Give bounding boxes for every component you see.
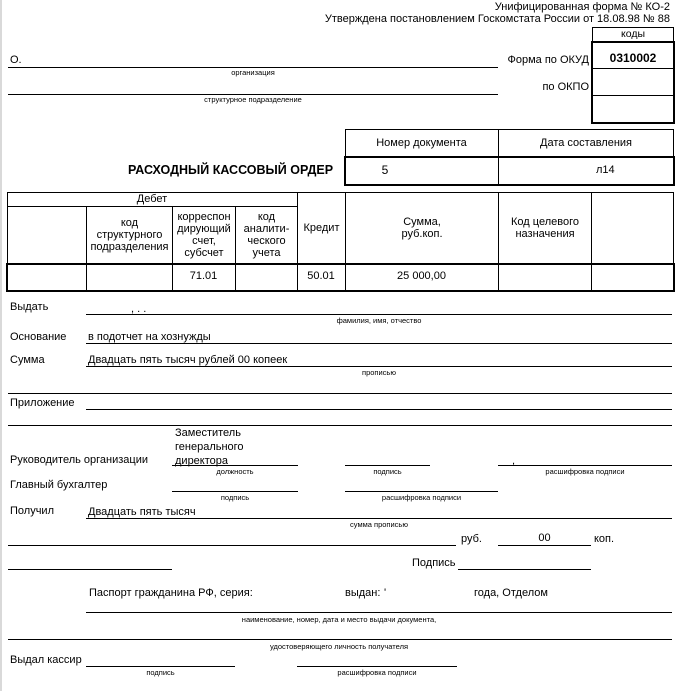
- received-label: Получил: [10, 505, 54, 517]
- okud-label: Форма по ОКУД: [507, 54, 589, 66]
- issue-line: [86, 314, 672, 315]
- left-edge: [0, 0, 2, 691]
- head-decode-line: [498, 465, 672, 466]
- cashier-label: Выдал кассир: [10, 654, 82, 666]
- cashier-decode-line: [297, 666, 457, 667]
- codes-divider-1: [592, 68, 674, 69]
- sum-label: Сумма: [10, 354, 45, 366]
- chief-decode-line: [345, 491, 498, 492]
- chief-accountant-label: Главный бухгалтер: [10, 479, 108, 491]
- head-signature-caption: подпись: [373, 467, 402, 476]
- division-caption: структурное подразделение: [204, 95, 302, 104]
- cashier-decode-caption: расшифровка подписи: [337, 668, 417, 677]
- cashier-signature-caption: подпись: [146, 668, 175, 677]
- passport-year-label: года, Отделом: [474, 587, 548, 599]
- doc-number-header: Номер документа: [376, 137, 467, 149]
- row-credit: 50.01: [307, 270, 335, 282]
- signature-line: [458, 569, 591, 570]
- org-caption: организация: [231, 68, 275, 77]
- col-analytic-header: код аналити-ческого учета: [243, 211, 290, 259]
- codes-title: коды: [621, 28, 645, 40]
- head-position: [175, 426, 285, 468]
- debit-header: Дебет: [136, 193, 168, 205]
- date-line: [8, 569, 172, 570]
- col-division-header: код структурного подразделения: [90, 217, 169, 253]
- passport-issued-value: ': [384, 587, 387, 599]
- chief-signature-caption: подпись: [220, 493, 250, 502]
- passport-line-2: [8, 639, 672, 640]
- col-credit-header: Кредит: [303, 222, 340, 234]
- head-position-caption: должность: [216, 467, 254, 476]
- codes-title-cell: [592, 27, 674, 42]
- approved-line: Утверждена постановлением Госкомстата России от 18.08.98 № 88: [324, 13, 670, 25]
- cashier-signature-line: [86, 666, 235, 667]
- head-position-line3: директора: [175, 455, 229, 467]
- kop-label: коп.: [594, 533, 615, 545]
- sum-line-2: [8, 393, 672, 394]
- org-name-value: О.: [10, 54, 22, 66]
- head-signature-line: [345, 465, 430, 466]
- sum-line: [86, 366, 672, 367]
- doc-date-header: Дата составления: [540, 137, 632, 149]
- basis-value: в подотчет на хознужды: [88, 331, 211, 343]
- document-title: РАСХОДНЫЙ КАССОВЫЙ ОРДЕР: [128, 163, 334, 177]
- chief-signature-line: [172, 491, 298, 492]
- basis-label: Основание: [10, 331, 67, 343]
- issue-value: , . .: [131, 303, 147, 315]
- head-decode-value: ,: [512, 455, 516, 467]
- kop-line: [498, 545, 591, 546]
- attachment-line-2: [8, 425, 672, 426]
- form-line: Унифицированная форма № КО-2: [494, 1, 670, 13]
- kop-value: 00: [538, 532, 551, 544]
- doc-number-value: 5: [381, 163, 389, 177]
- sum-caption: прописью: [362, 368, 396, 377]
- passport-caption: наименование, номер, дата и место выдачи документа,: [241, 615, 437, 624]
- received-caption: сумма прописью: [350, 520, 408, 529]
- issue-caption: фамилия, имя, отчество: [336, 316, 422, 325]
- doc-date-value: л14: [596, 164, 615, 176]
- head-label: Руководитель организации: [10, 454, 149, 466]
- head-position-line2: генерального: [175, 441, 244, 453]
- codes-divider-2: [592, 95, 674, 96]
- issue-label: Выдать: [10, 301, 49, 313]
- row-corr-account: 71.01: [189, 270, 218, 282]
- okud-value: 0310002: [609, 51, 657, 65]
- chief-decode-caption: расшифровка подписи: [381, 493, 462, 502]
- col-purpose-header: Код целевого назначения: [511, 216, 579, 240]
- head-decode-caption: расшифровка подписи: [545, 467, 625, 476]
- col-corr-header: корреспон дирующий счет, субсчет: [177, 211, 231, 259]
- basis-line: [86, 343, 672, 344]
- attachment-label: Приложение: [10, 397, 75, 409]
- head-position-line1: Заместитель: [175, 427, 241, 439]
- signature-label: Подпись: [412, 557, 456, 569]
- passport-issued-label: выдан:: [345, 587, 381, 599]
- received-value: Двадцать пять тысяч: [88, 506, 196, 518]
- passport-line: [86, 612, 672, 613]
- okpo-label: по ОКПО: [542, 81, 589, 93]
- received-line-2: [8, 545, 456, 546]
- passport-id-caption: удостоверяющего личность получателя: [269, 642, 409, 651]
- passport-label: Паспорт гражданина РФ, серия:: [89, 587, 253, 599]
- col-amount-header: Сумма, руб.коп.: [401, 216, 443, 240]
- sum-value: Двадцать пять тысяч рублей 00 копеек: [88, 354, 288, 366]
- received-line: [86, 518, 672, 519]
- row-amount: 25 000,00: [397, 270, 446, 282]
- attachment-line: [86, 409, 672, 410]
- head-position-line: [172, 465, 298, 466]
- rub-label: руб.: [461, 533, 482, 545]
